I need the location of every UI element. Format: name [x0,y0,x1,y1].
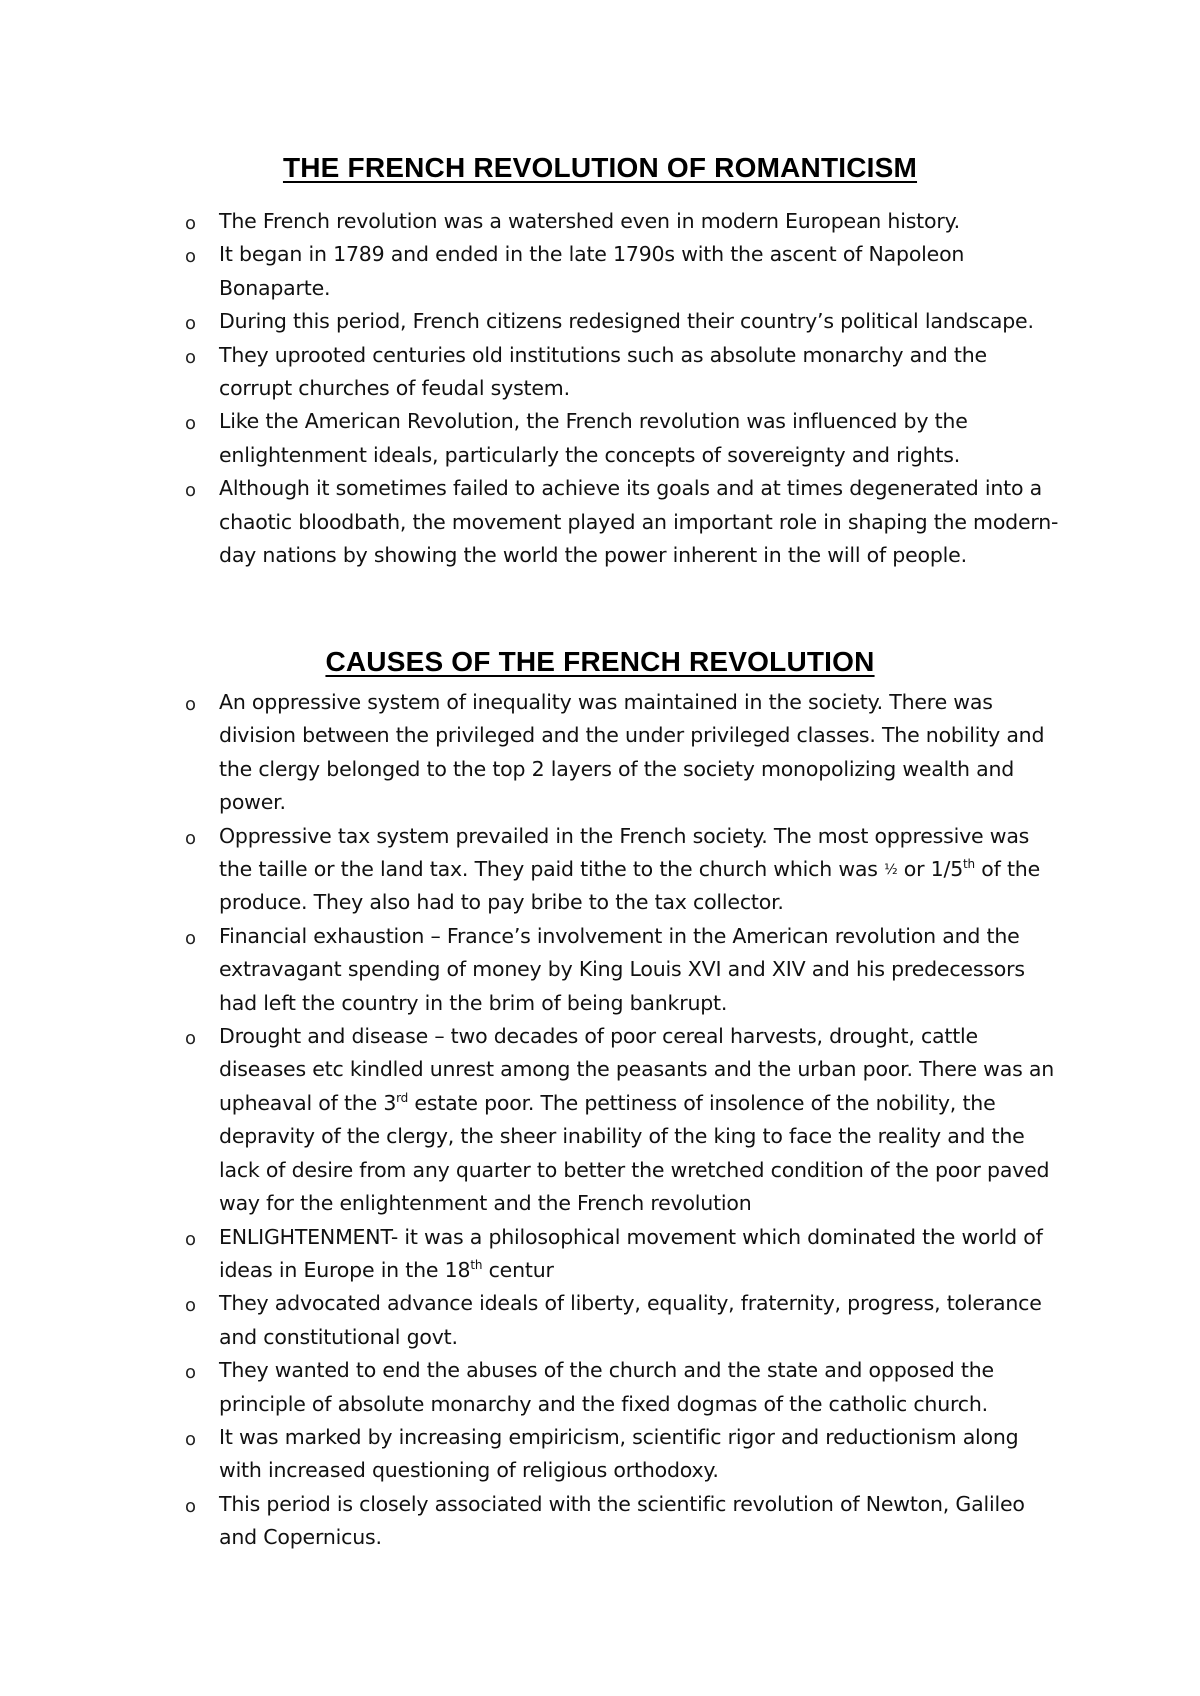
list-item [185,238,1065,305]
list-item-text: They uprooted centuries old institutions such as absolute monarchy and the corrupt churches of feudal system. [219,342,987,401]
list-item [185,405,1065,472]
bullet-icon: o [185,413,196,435]
bullet-icon: o [185,1362,196,1384]
text-segment: centur [482,1257,554,1282]
list-item-text: An oppressive system of inequality was maintained in the society. There was division between the privileged and the under privileged classes. The nobility and the clergy belonged to the top 2 layers of the society monopolizing wealth and power. [219,690,1045,815]
text-segment: Oppressive tax system prevailed in the French society. The most oppressive was the taille or the land tax. They paid tithe to the church which was [219,823,1030,882]
list-item-text: This period is closely associated with the scientific revolution of Newton, Galileo and Copernicus. [219,1491,1025,1550]
bullet-icon: o [185,246,196,268]
bullet-icon: o [185,694,196,715]
list-item [185,1287,1065,1354]
bullet-icon: o [185,1228,196,1250]
bullet-list-romanticism [185,205,1065,572]
bullet-icon: o [185,213,196,234]
bullet-icon: o [185,827,196,849]
list-item-text: They advocated advance ideals of liberty, equality, fraternity, progress, tolerance and constitutional govt. [219,1291,1042,1349]
text-segment: ENLIGHTENMENT- it was a philosophical movement which dominated the world of ideas in Europe in the 18 [219,1224,1043,1282]
bullet-icon: o [185,1428,196,1450]
list-item [185,1221,1065,1288]
list-item [185,305,1065,338]
bullet-list-causes [185,686,1065,1555]
bullet-icon: o [185,313,196,335]
list-item-text: It was marked by increasing empiricism, scientific rigor and reductionism along with increased questioning of religious orthodoxy. [219,1424,1019,1483]
ordinal-superscript: rd [396,1090,409,1105]
list-item [185,1354,1065,1421]
bullet-icon: o [185,480,196,502]
bullet-icon: o [185,1028,196,1050]
section-heading-romanticism: THE FRENCH REVOLUTION OF ROMANTICISM [282,152,918,183]
list-item [185,820,1065,920]
bullet-icon: o [185,927,196,949]
list-item [185,920,1065,1020]
bullet-icon: o [185,1295,196,1317]
list-item-text: The French revolution was a watershed even in modern European history. [219,209,960,233]
bullet-icon: o [185,1495,196,1517]
list-item-text: It began in 1789 and ended in the late 1790s with the ascent of Napoleon Bonaparte. [219,242,965,300]
list-item [185,472,1065,572]
text-segment: Drought and disease – two decades of poor cereal harvests, drought, cattle diseases etc kindled unrest among the peasants and the urban poor. There was an upheaval of the 3 [219,1024,1055,1115]
list-item [185,686,1065,820]
section-heading-causes: CAUSES OF THE FRENCH REVOLUTION [325,646,875,677]
list-item [185,1488,1065,1555]
list-item-text: Oppressive tax system prevailed in the French society. The most oppressive was the taille or the land tax. They paid tithe to the church which was ½ or 1/5th of the produce. They also had to pay bribe to the tax collector. [219,823,1041,915]
list-item [185,205,1065,238]
bullet-icon: o [185,346,196,368]
list-item [185,339,1065,406]
ordinal-superscript: th [963,857,975,872]
list-item-text: Although it sometimes failed to achieve its goals and at times degenerated into a chaotic bloodbath, the movement played an important role in shaping the modern-day nations by showing the world the power inherent in the will of people. [219,476,1059,568]
list-item-text: During this period, French citizens redesigned their country’s political landscape. [219,309,1034,334]
list-item-text: Financial exhaustion – France’s involvement in the American revolution and the extravagant spending of money by King Louis XVI and XIV and his predecessors had left the country in the brim of being bankrupt. [219,923,1025,1015]
text-segment: or 1/5 [897,857,964,882]
text-segment: estate poor. The pettiness of insolence of the nobility, the depravity of the clergy, the sheer inability of the king to face the reality and the lack of desire from any quarter to better the wretched condition of the poor paved way for the enlightenment and the French revolution [219,1090,1050,1216]
text-segment: of the produce. They also had to pay bribe to the tax collector. [219,857,1041,915]
list-item [185,1421,1065,1488]
list-item-text: Like the American Revolution, the French revolution was influenced by the enlightenment ideals, particularly the concepts of sovereignty and rights. [219,409,968,467]
list-item-text [219,1225,1043,1282]
list-item-text: They wanted to end the abuses of the church and the state and opposed the principle of absolute monarchy and the fixed dogmas of the catholic church. [219,1358,994,1416]
list-item [185,1020,1065,1220]
list-item-text [219,1024,1054,1215]
ordinal-superscript: th [470,1257,483,1272]
